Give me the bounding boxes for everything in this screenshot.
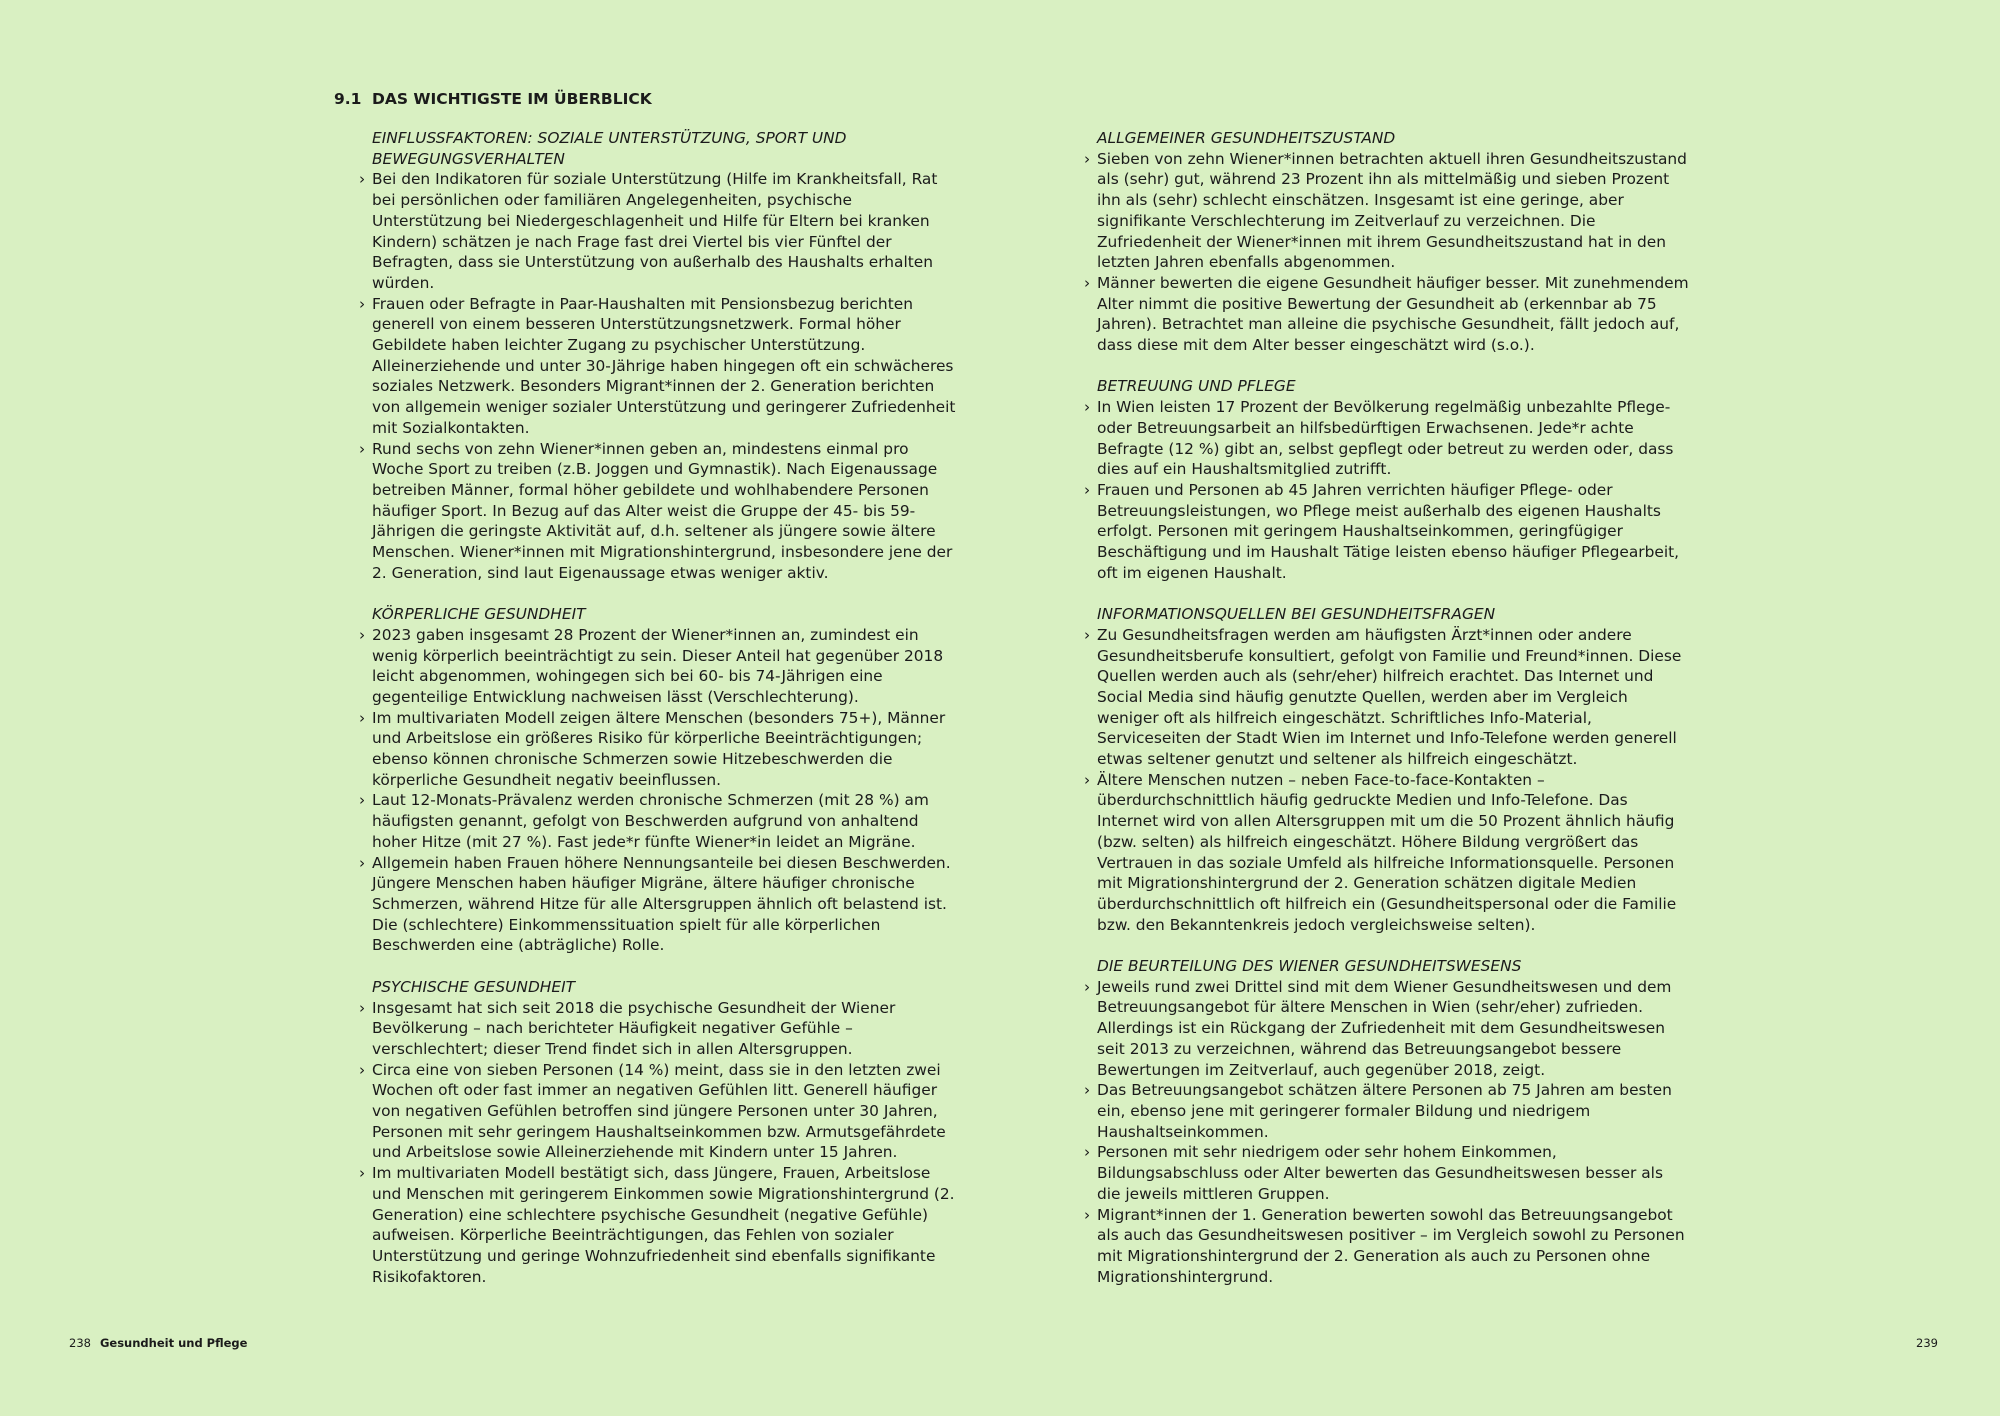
chevron-right-icon: › [1084,1143,1091,1162]
bullet-item [1084,149,1689,273]
bullet-text: Personen mit sehr niedrigem oder sehr hohem Einkommen, Bildungsabschluss oder Alter bewerten das Gesundheitswesen besser als die jeweils mittleren Gruppen. [1097,1143,1663,1203]
chevron-right-icon: › [1084,625,1091,644]
bullet-text: Im multivariaten Modell zeigen ältere Menschen (besonders 75+), Männer und Arbeitslose ein größeres Risiko für körperliche Beeinträchtigungen; ebenso können chronische Schmerzen sowie Hitzebeschwerden die körperliche Gesundheit negativ beeinflussen. [372,708,946,789]
bullet-item [359,1060,964,1164]
bullet-list [359,625,964,956]
bullet-list [359,169,964,583]
chevron-right-icon: › [1084,273,1091,292]
bullet-list [1084,977,1689,1288]
bullet-item [359,169,964,293]
bullet-text: Frauen oder Befragte in Paar-Haushalten mit Pensionsbezug berichten generell von einem besseren Unterstützungsnetzwerk. Formal höher Gebildete haben leichter Zugang zu psychischer Unterstützung. Alleinerziehende und unter 30-Jährige haben hingegen oft ein schwächeres soziales Netzwerk. Besonders Migrant*innen der 2. Generation berichten von allgemein weniger sozialer Unterstützung und geringerer Zufriedenheit mit Sozialkontakten. [372,294,956,437]
section-subtitle: PSYCHISCHE GESUNDHEIT [372,977,576,996]
bullet-text: In Wien leisten 17 Prozent der Bevölkerung regelmäßig unbezahlte Pflege- oder Betreuungsarbeit an hilfsbedürftigen Erwachsenen. Jede*r achte Befragte (12 %) gibt an, selbst gepflegt oder betreut zu werden oder, dass dies auf ein Haushaltsmitglied zutrifft. [1097,398,1674,479]
bullet-list [1084,149,1689,356]
chevron-right-icon: › [1084,149,1091,168]
bullet-text: Laut 12-Monats-Prävalenz werden chronische Schmerzen (mit 28 %) am häufigsten genannt, gefolgt von Beschwerden aufgrund von anhaltend hoher Hitze (mit 27 %). Fast jede*r fünfte Wiener*in leidet an Migräne. [372,791,929,851]
section-subtitle: KÖRPERLICHE GESUNDHEIT [372,605,586,624]
bullet-item [359,790,964,852]
bullet-list [1084,625,1689,936]
bullet-text: Insgesamt hat sich seit 2018 die psychische Gesundheit der Wiener Bevölkerung – nach berichteter Häufigkeit negativer Gefühle – verschlechtert; dieser Trend findet sich in allen Altersgruppen. [372,998,896,1058]
bullet-item [359,294,964,439]
bullet-item [1084,397,1689,480]
bullet-text: Ältere Menschen nutzen – neben Face-to-face-Kontakten – überdurchschnittlich häufig gedruckte Medien und Info-Telefone. Das Internet wird von allen Altersgruppen mit um die 50 Prozent ähnlich häufig (bzw. selten) als hilfreich eingeschätzt. Höhere Bildung vergrößert das Vertrauen in das soziale Umfeld als hilfreiche Informationsquelle. Personen mit Migrationshintergrund der 2. Generation schätzen digitale Medien überdurchschnittlich oft hilfreich ein (Gesundheitspersonal oder die Familie bzw. den Bekanntenkreis jedoch vergleichsweise selten). [1097,770,1677,934]
chevron-right-icon: › [1084,977,1091,996]
bullet-text: 2023 gaben insgesamt 28 Prozent der Wiener*innen an, zumindest ein wenig körperlich beeinträchtigt zu sein. Dieser Anteil hat gegenüber 2018 leicht abgenommen, wohingegen sich bei 60- bis 74-Jährigen eine gegenteilige Entwicklung nachweisen lässt (Verschlechterung). [372,625,944,706]
summary-section [1084,604,1689,935]
page-number-left: 238 [69,1336,91,1350]
chevron-right-icon: › [359,708,366,727]
section-subtitle: ALLGEMEINER GESUNDHEITSZUSTAND [1097,129,1396,147]
running-title: Gesundheit und Pflege [99,1336,248,1350]
bullet-item [359,439,964,584]
chevron-right-icon: › [359,1164,366,1183]
left-column [359,128,964,1308]
bullet-item [359,625,964,708]
chevron-right-icon: › [1084,1081,1091,1100]
bullet-item [1084,480,1689,584]
bullet-text: Männer bewerten die eigene Gesundheit häufiger besser. Mit zunehmendem Alter nimmt die positive Bewertung der Gesundheit ab (erkennbar ab 75 Jahren). Betrachtet man alleine die psychische Gesundheit, fällt jedoch auf, dass diese mit dem Alter besser eingeschätzt wird (s.o.). [1097,273,1689,355]
summary-section [1084,376,1689,583]
summary-section [1084,956,1689,1287]
bullet-text: Allgemein haben Frauen höhere Nennungsanteile bei diesen Beschwerden. Jüngere Menschen haben häufiger Migräne, ältere häufiger chronische Schmerzen, während Hitze für alle Altersgruppen ähnlich oft belastend ist. Die (schlechtere) Einkommenssituation spielt für alle körperlichen Beschwerden eine (abträgliche) Rolle. [372,853,951,955]
bullet-item [359,1163,964,1287]
chevron-right-icon: › [1084,398,1091,417]
bullet-item [1084,273,1689,356]
bullet-text: Rund sechs von zehn Wiener*innen geben an, mindestens einmal pro Woche Sport zu treiben (z.B. Joggen und Gymnastik). Nach Eigenaussage betreiben Männer, formal höher gebildete und wohlhabendere Personen häufiger Sport. In Bezug auf das Alter weist die Gruppe der 45- bis 59-Jährigen die geringste Aktivität auf, d.h. seltener als jüngere sowie ältere Menschen. Wiener*innen mit Migrationshintergrund, insbesondere jene der 2. Generation, sind laut Eigenaussage etwas weniger aktiv. [372,439,953,582]
summary-section [359,604,964,956]
bullet-text: Jeweils rund zwei Drittel sind mit dem Wiener Gesundheitswesen und dem Betreuungsangebot für ältere Menschen in Wien (sehr/eher) zufrieden. Allerdings ist ein Rückgang der Zufriedenheit mit dem Gesundheitswesen seit 2013 zu verzeichnen, während das Betreuungsangebot bessere Bewertungen im Zeitverlauf, auch gegenüber 2018, zeigt. [1097,977,1672,1079]
section-title: DAS WICHTIGSTE IM ÜBERBLICK [372,90,652,108]
bullet-item [1084,625,1689,770]
chevron-right-icon: › [359,1060,366,1079]
bullet-text: Bei den Indikatoren für soziale Unterstützung (Hilfe im Krankheitsfall, Rat bei persönlichen oder familiären Angelegenheiten, psychische Unterstützung bei Niedergeschlagenheit und Hilfe für Eltern bei kranken Kindern) schätzen je nach Frage fast drei Viertel bis vier Fünftel der Befragten, dass sie Unterstützung von außerhalb des Haushalts erhalten würden. [372,170,938,292]
chevron-right-icon: › [1084,770,1091,789]
right-column [1084,128,1689,1308]
bullet-item [359,998,964,1060]
bullet-text: Das Betreuungsangebot schätzen ältere Personen ab 75 Jahren am besten ein, ebenso jene mit geringerer formaler Bildung und niedrigem Haushaltseinkommen. [1097,1081,1672,1141]
bullet-item [1084,1142,1689,1204]
section-subtitle: EINFLUSSFAKTOREN: SOZIALE UNTERSTÜTZUNG, SPORT UND BEWEGUNGSVERHALTEN [372,129,847,168]
section-subtitle: DIE BEURTEILUNG DES WIENER GESUNDHEITSWESENS [1097,957,1522,976]
summary-section [1084,128,1689,356]
footer-right [1916,1335,1938,1351]
section-number: 9.1 [334,90,362,108]
section-subtitle: BETREUUNG UND PFLEGE [1097,377,1296,396]
chevron-right-icon: › [359,998,366,1017]
footer-left [69,1335,247,1351]
chevron-right-icon: › [1084,480,1091,499]
bullet-item [359,853,964,957]
bullet-item [1084,977,1689,1081]
chevron-right-icon: › [359,853,366,872]
chevron-right-icon: › [359,791,366,810]
chevron-right-icon: › [359,439,366,458]
chevron-right-icon: › [1084,1205,1091,1224]
summary-section [359,977,964,1288]
bullet-text: Sieben von zehn Wiener*innen betrachten aktuell ihren Gesundheitszustand als (sehr) gut, während 23 Prozent ihn als mittelmäßig und sieben Prozent ihn als (sehr) schlecht einschätzen. Insgesamt ist eine geringe, aber signifikante Verschlechterung im Zeitverlauf zu verzeichnen. Die Zufriedenheit der Wiener*innen mit ihrem Gesundheitszustand hat in den letzten Jahren ebenfalls abgenommen. [1097,149,1687,272]
bullet-text: Im multivariaten Modell bestätigt sich, dass Jüngere, Frauen, Arbeitslose und Menschen mit geringerem Einkommen sowie Migrationshintergrund (2. Generation) eine schlechtere psychische Gesundheit (negative Gefühle) aufweisen. Körperliche Beeinträchtigungen, das Fehlen von sozialer Unterstützung und geringe Wohnzufriedenheit sind ebenfalls signifikante Risikofaktoren. [372,1164,955,1286]
bullet-item [1084,1205,1689,1288]
bullet-text: Zu Gesundheitsfragen werden am häufigsten Ärzt*innen oder andere Gesundheitsberufe konsultiert, gefolgt von Familie und Freund*innen. Diese Quellen werden auch als (sehr/eher) hilfreich erachtet. Das Internet und Social Media sind häufig genutzte Quellen, werden aber im Vergleich weniger oft als hilfreich eingeschätzt. Schriftliches Info-Material, Serviceseiten der Stadt Wien im Internet und Info-Telefone werden generell etwas seltener genutzt und seltener als hilfreich eingeschätzt. [1097,625,1682,769]
section-heading [334,89,652,109]
bullet-item [359,708,964,791]
bullet-text: Circa eine von sieben Personen (14 %) meint, dass sie in den letzten zwei Wochen oft oder fast immer an negativen Gefühlen litt. Generell häufiger von negativen Gefühlen betroffen sind jüngere Personen unter 30 Jahren, Personen mit sehr geringem Haushaltseinkommen bzw. Armutsgefährdete und Arbeitslose sowie Alleinerziehende mit Kindern unter 15 Jahren. [372,1060,946,1162]
summary-section [359,128,964,583]
bullet-item [1084,1080,1689,1142]
bullet-item [1084,770,1689,936]
bullet-list [1084,397,1689,583]
chevron-right-icon: › [359,625,366,644]
chevron-right-icon: › [359,294,366,313]
bullet-text: Frauen und Personen ab 45 Jahren verrichten häufiger Pflege- oder Betreuungsleistungen, wo Pflege meist außerhalb des eigenen Haushalts erfolgt. Personen mit geringem Haushaltseinkommen, geringfügiger Beschäftigung und im Haushalt Tätige leisten ebenso häufiger Pflegearbeit, oft im eigenen Haushalt. [1097,480,1680,582]
bullet-text: Migrant*innen der 1. Generation bewerten sowohl das Betreuungsangebot als auch das Gesundheitswesen positiver – im Vergleich sowohl zu Personen mit Migrationshintergrund der 2. Generation als auch zu Personen ohne Migrationshintergrund. [1097,1205,1685,1286]
section-subtitle: INFORMATIONSQUELLEN BEI GESUNDHEITSFRAGEN [1097,605,1496,624]
page-number-right: 239 [1916,1336,1938,1350]
bullet-list [359,998,964,1288]
chevron-right-icon: › [359,170,366,189]
